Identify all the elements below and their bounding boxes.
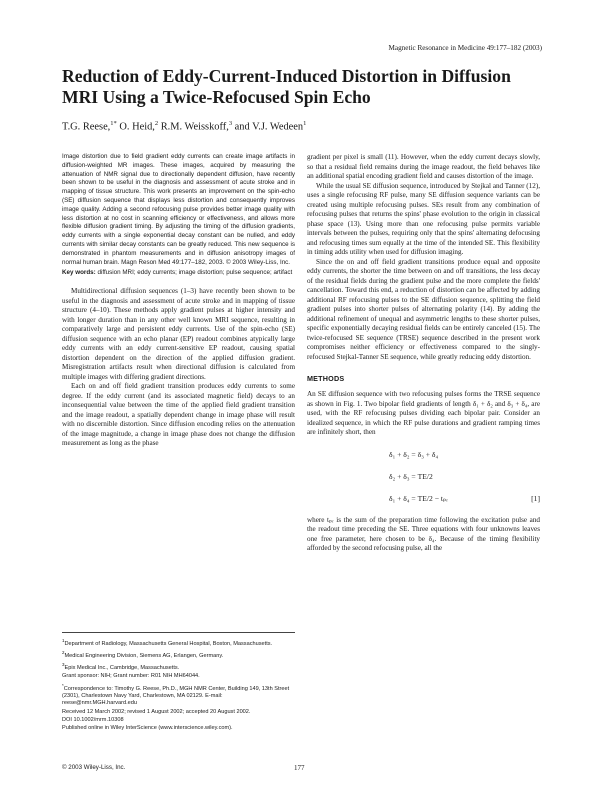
- equation-expression: δ₁ + δ₄ = TE/2 − tₚᵣ: [389, 494, 448, 503]
- footnote-text: Received 12 March 2002; revised 1 August 2002; accepted 20 August 2002.: [62, 708, 251, 715]
- footnote-mark: *: [62, 682, 64, 688]
- author-affiliation-mark: 1: [303, 120, 307, 127]
- footnote-text: Correspondence to: Timothy G. Reese, Ph.D., MGH NMR Center, Building 149, 13th Street (2301), Charlestown Navy Yard, Charlestown, MA 02129. E-mail: reese@nmr.MGH.harvard.edu: [62, 685, 290, 707]
- author-name: T.G. Reese,: [62, 121, 111, 133]
- equation-line: [307, 444, 540, 466]
- running-head: Magnetic Resonance in Medicine 49:177–182 (2003): [388, 44, 542, 52]
- author-affiliation-mark: 2: [154, 120, 159, 127]
- footnote-mark: 3: [62, 662, 65, 668]
- footnote-text: Medical Engineering Division, Siemens AG, Erlangen, Germany.: [64, 653, 224, 660]
- keywords-label: Key words:: [62, 269, 96, 277]
- footnote-text: DOI 10.1002/mrm.10308: [62, 716, 124, 723]
- footnote: [62, 637, 295, 648]
- footnote: [62, 649, 295, 660]
- keywords: [62, 269, 295, 278]
- footnote-mark: 1: [62, 638, 65, 643]
- equation-line: [307, 488, 540, 510]
- author-affiliation-mark: 1*: [110, 120, 117, 127]
- equation-line: [307, 466, 540, 488]
- abstract-citation: Magn Reson Med 49:177–182, 2003.: [121, 258, 225, 266]
- post-equation-paragraph: where tₚᵣ is the sum of the preparation time following the excitation pulse and the readout time preceding the SE. Three equations with four unknowns leaves one free parameter, here chosen to be δ₄. Because of the timing flexibility afforded by the second refocusing pulse, all the: [307, 515, 540, 552]
- footnote: [62, 682, 295, 708]
- author-affiliation-mark: 3: [228, 120, 233, 127]
- continued-paragraph: gradient per pixel is small (11). However, when the eddy current decays slowly, so that a residual field remains during the image readout, the field behaves like an additional spatial encoding gradient field and causes distortion of the image.: [307, 153, 540, 180]
- equation-expression: δ₁ + δ₂ = δ₃ + δ₄: [389, 450, 439, 459]
- footnotes: [62, 632, 295, 733]
- footnote: [62, 709, 295, 716]
- right-column: [307, 153, 540, 554]
- footnote-text: Epix Medical Inc., Cambridge, Massachusetts.: [64, 665, 180, 672]
- footnote: [62, 673, 295, 680]
- footnote-text: Department of Radiology, Massachusetts General Hospital, Boston, Massachusetts.: [64, 640, 273, 647]
- methods-paragraph: An SE diffusion sequence with two refocusing pulses forms the TRSE sequence as shown in Fig. 1. Two bipolar field gradients of length δ₁ + δ₂ and δ₃ + δ₄, are used, with the RF refocusing pulses dividing each bipolar pair. Consider an idealized sequence, in which the RF pulse durations and gradient ramping times are infinitely short, then: [307, 390, 540, 436]
- equation-block: [307, 444, 540, 510]
- article-title: Reduction of Eddy-Current-Induced Distortion in Diffusion MRI Using a Twice-Refocused Spin Echo: [62, 66, 511, 107]
- page-number: 177: [294, 764, 305, 772]
- body-paragraph: Since the on and off field gradient transitions produce equal and opposite eddy currents, the shorter the time between on and off transitions, the less decay of the residual fields during the gradient pulse and the more complete the fields' cancellation. Toward this end, a reduction of distortion can be affected by adding additional RF refocusing pulses to the SE diffusion sequence, splitting the field gradient pulses into shorter pulses of alternating polarity (14). By adding the additional refinement of unequal and asymmetric lengths to these shorter pulses, specific exponentially decaying residual fields can be entirely canceled (15). The twice-refocused SE sequence (TRSE) sequence described in the present work compromises neither efficiency or effectiveness compared to the singly-refocused Stejkal-Tanner SE sequence, while greatly reducing eddy distortion.: [307, 257, 540, 361]
- author-name: R.M. Weisskoff,: [160, 121, 229, 133]
- author-name: O. Heid,: [119, 121, 155, 133]
- left-column: [62, 153, 295, 449]
- copyright-footer: © 2003 Wiley-Liss, Inc.: [62, 764, 126, 771]
- author-list: [62, 120, 542, 132]
- footnote-text: Grant sponsor: NIH; Grant number: R01 NIH MH64044.: [62, 673, 200, 680]
- footnote: [62, 725, 295, 732]
- intro-paragraph: Each on and off field gradient transition produces eddy currents to some degree. If the eddy current (and its associated magnetic field) decays to an inconsequential value between the time of the applied field gradient transition and the image readout, a spatially dependent change in image phase will result with no discernible distortion. Since diffusion encoding relies on the attenuation of the image magnitude, a change in image phase does not change the diffusion measurement as long as the phase: [62, 382, 295, 448]
- intro-paragraph: Multidirectional diffusion sequences (1–3) have recently been shown to be useful in the diagnosis and assessment of acute stroke and in mapping of tissue structure (4–10). These methods apply gradient pulses at higher intensity and with longer duration than in any other well known MRI sequence, resulting in comparatively large and persistent eddy currents. Use of the spin-echo (SE) diffusion sequence with an echo planar (EP) readout combines atypically large eddy currents with an eddy current-sensitive EP readout, causing spatial distortion dependent on the direction of the applied diffusion gradient. Misregistration artifacts result when directional diffusion is calculated from multiple images with differing gradient directions.: [62, 287, 295, 381]
- keywords-list: diffusion MRI; eddy currents; image distortion; pulse sequence; artifact: [97, 269, 293, 277]
- abstract-copyright: © 2003 Wiley-Liss, Inc.: [226, 258, 291, 266]
- equation-number: [1]: [531, 494, 540, 503]
- footnote: [62, 661, 295, 672]
- footnote-text: Published online in Wiley InterScience (www.interscience.wiley.com).: [62, 725, 233, 732]
- footnote-mark: 2: [62, 650, 65, 656]
- abstract: [62, 153, 295, 267]
- abstract-text: Image distortion due to field gradient eddy currents can create image artifacts in diffusion-weighted MR images. These images, acquired by measuring the attenuation of NMR signal due to directionally dependent diffusion, have recently been shown to be useful in the diagnosis and assessment of acute stroke and in mapping of tissue structure. This work presents an improvement on the spin-echo (SE) diffusion sequence that displays less distortion and consequently improves image quality. Adding a second refocusing pulse provides better image quality with less distortion at no cost in scanning efficiency or effectiveness, and allows more flexible diffusion gradient timing. By adjusting the timing of the diffusion gradients, eddy currents with a single exponential decay constant can be nulled, and eddy currents with similar decay constants can be greatly reduced. This new sequence is demonstrated in phantom measurements and in diffusion anisotropy images of normal human brain.: [62, 153, 295, 266]
- body-paragraph: While the usual SE diffusion sequence, introduced by Stejkal and Tanner (12), uses a single refocusing RF pulse, many SE diffusion sequence variants can be created using multiple refocusing pulses. SEs result from any combination of refocusing pulses that returns the spins' phase evolution to the origin in classical phase space (13). Using more than one refocusing pulse permits variable intervals between the pulses, requiring only that the spins' alternating defocusing and refocusing times sum equally at the time of the intended SE. This flexibility in timing adds utility when used for diffusion imaging.: [307, 181, 540, 256]
- section-heading-methods: METHODS: [307, 374, 345, 383]
- footnote: [62, 717, 295, 724]
- author-name: and V.J. Wedeen: [234, 121, 304, 133]
- equation-expression: δ₂ + δ₃ = TE/2: [389, 472, 433, 481]
